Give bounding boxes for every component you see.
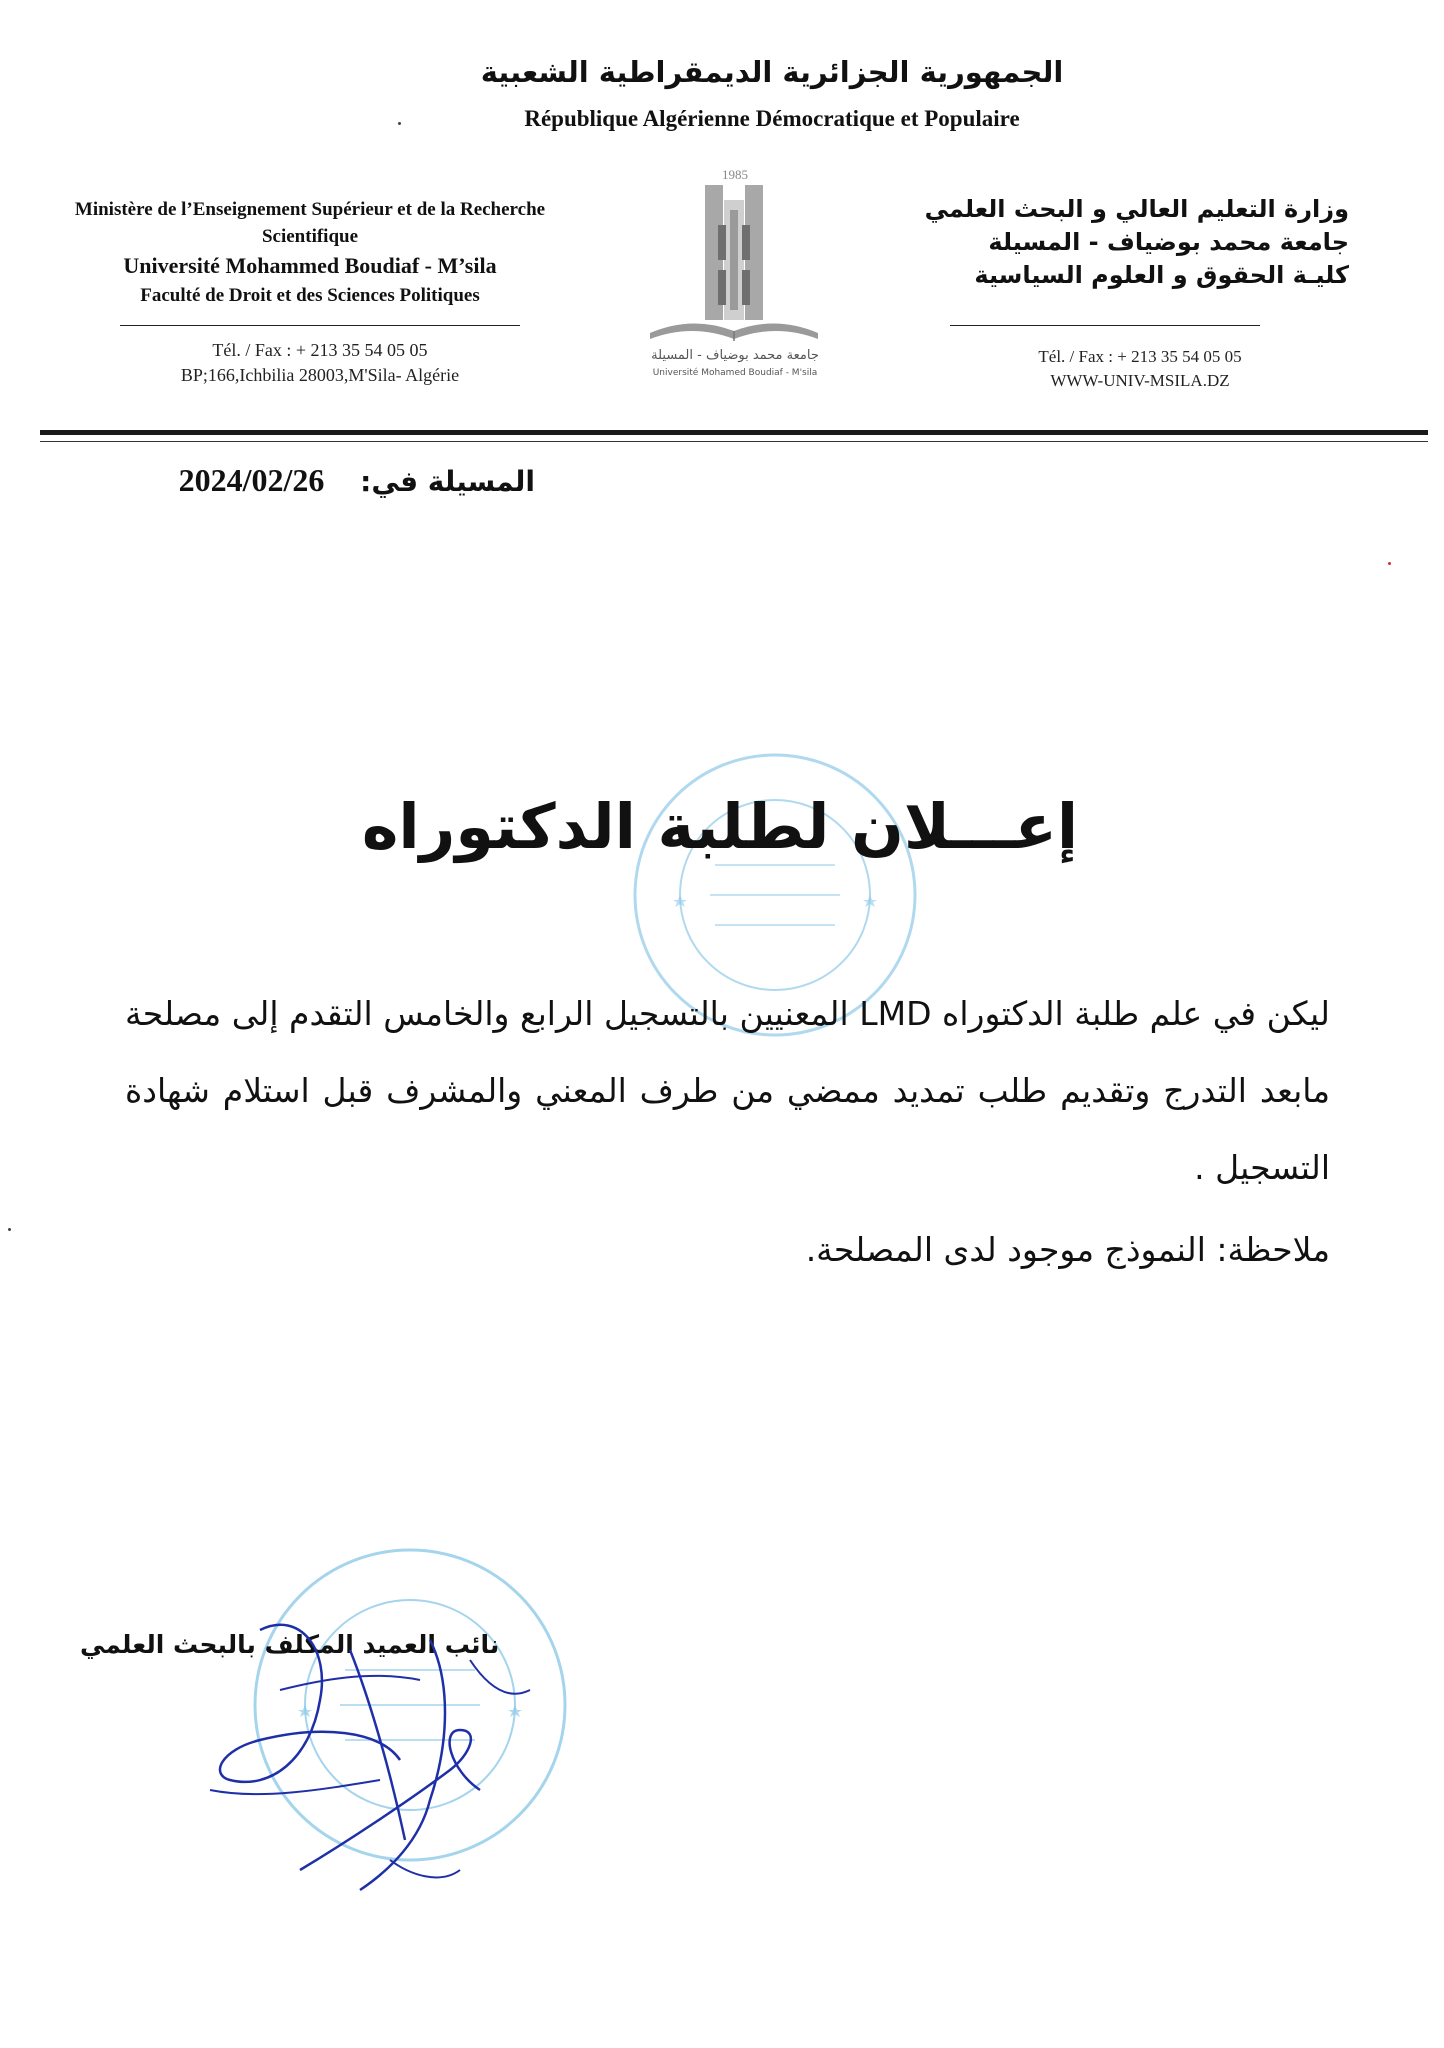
website: WWW-UNIV-MSILA.DZ — [1050, 371, 1230, 390]
logo-year: 1985 — [722, 167, 748, 182]
signatory-title: نائب العميد المكلف بالبحث العلمي — [80, 1630, 500, 1659]
date-value: 2024/02/26 — [178, 462, 325, 498]
left-header-rule — [120, 325, 520, 326]
logo-name-fr: Université Mohamed Boudiaf - M'sila — [652, 368, 818, 378]
handwritten-signature — [150, 1540, 570, 1930]
right-header-rule — [950, 325, 1260, 326]
university-name-ar: جامعة محمد بوضياف - المسيلة — [988, 228, 1349, 256]
header-divider-thin — [40, 441, 1428, 442]
logo-name-ar: جامعة محمد بوضياف - المسيلة — [651, 348, 819, 363]
date-label: المسيلة في: — [360, 465, 535, 498]
contact-block-fr — [100, 338, 540, 388]
faculty-name-fr: Faculté de Droit et des Sciences Politiques — [140, 285, 480, 306]
institution-block-ar — [869, 193, 1349, 292]
announcement-note: ملاحظة: النموذج موجود لدى المصلحة. — [805, 1230, 1330, 1269]
republic-title-fr: République Algérienne Démocratique et Populaire — [524, 106, 1020, 131]
header-divider — [40, 430, 1428, 435]
contact-block-right — [990, 345, 1290, 393]
ministry-line1-fr: Ministère de l’Enseignement Supérieur et de la Recherche — [74, 199, 546, 220]
announcement-title: إعـــلان لطلبة الدكتوراه — [361, 790, 1079, 863]
postal-address: BP;166,Ichbilia 28003,M'Sila- Algérie — [180, 365, 460, 385]
scan-speck — [8, 1228, 11, 1231]
tel-fax-left: Tél. / Fax : + 213 35 54 05 05 — [212, 340, 428, 360]
signature-icon — [150, 1540, 570, 1930]
ministry-line2-fr: Scientifique — [261, 226, 359, 247]
scan-speck — [398, 122, 401, 125]
tel-fax-right: Tél. / Fax : + 213 35 54 05 05 — [1038, 347, 1242, 366]
faculty-name-ar: كليـة الحقوق و العلوم السياسية — [974, 261, 1349, 289]
institution-block-fr — [30, 196, 590, 310]
republic-title-ar: الجمهورية الجزائرية الديمقراطية الشعبية — [480, 55, 1064, 89]
announcement-body: ليكن في علم طلبة الدكتوراه LMD المعنيين بالتسجيل الرابع والخامس التقدم إلى مصلحة مابعد التدرج وتقديم طلب تمديد ممضي من طرف المعني والمشرف قبل استلام شهادة التسجيل . — [125, 994, 1330, 1187]
university-logo — [620, 165, 850, 380]
university-logo-icon — [620, 165, 850, 380]
scan-speck — [1388, 562, 1391, 565]
ministry-name-ar: وزارة التعليم العالي و البحث العلمي — [924, 195, 1349, 223]
university-name-fr: Université Mohammed Boudiaf - M’sila — [123, 253, 497, 278]
date-line — [155, 462, 535, 499]
